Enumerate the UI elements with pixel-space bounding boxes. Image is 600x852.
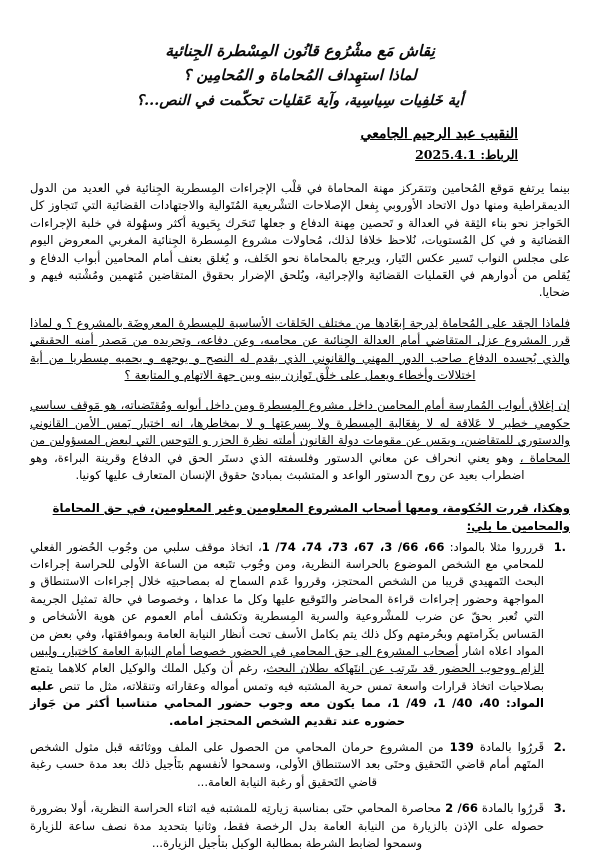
paragraph-position-plain: وهو يعني انحراف عن معاني الدستور وفلسفته الذي دستَر الحق في الدفاع وقرينة البراءة، وهو اضطراب بعيد عن روح الدستور الواعد و المتشبث بمبادئ حقوق الإنسان المتعارف عليها كونيا. xyxy=(30,451,525,482)
paragraph-position xyxy=(30,397,570,484)
title-line-3: أية خَلفِيات سِياسِية، وآية عَقليات تحكّمت في النص...؟ xyxy=(30,88,570,113)
body-text-run: قَررُوا بالمادة xyxy=(478,801,544,815)
article-numbers: 66/ 2 xyxy=(445,801,478,815)
body-text-run: محاصرة المحامي حتَى بمناسبة زيارتِه للمشتبه فيه اثناء الحراسة النظرية، أولا بضرورة حصوله على الإذن بالزيارة من النيابة العامة بدل الرخصة فقط، وثانيا بتحديد مدة نصف ساعة للزيارة وسمحوا لضابط الشرطة بمطالبة الوكيل بتأجيل الزيارة... xyxy=(30,801,544,850)
article-numbers: 66، 66/ 3، 67، 73، 74، 74/ 1 xyxy=(262,540,445,554)
title-line-2: لماذا استهِداف المُحاماة و المُحامِين ؟ xyxy=(30,63,570,88)
body-text-run: ، رغم أن وكيل الملك والوكيل العام كلاهما يتمتع بصلاحيات اتخاذ قرارات واسعة تمس حرية المشتبه فيه وتمس أمواله وعقاراته وتنقلاته، مثل ما تنص xyxy=(30,661,544,692)
document-title-block xyxy=(30,38,570,113)
decisions-list xyxy=(30,539,570,852)
body-text-run: قَررُوا بالمادة xyxy=(474,740,544,754)
body-text-run: من المشروع حرمان المحامي من الحصول على الملف ووثائقه قبل مثول الشخص المتَهم أمام قاضي التَحقيق وحتَى بعد الاستنطاق الأولى، وسمحوا لأنفسهم بتَأجيل ذلك بعد مدة حسب رغبة قاضي التَحقيق أو رغبة النيابة العامة... xyxy=(30,740,544,789)
decision-item-1 xyxy=(30,539,544,730)
emphasis-underlined-text: أصحاب المشروع الى حق المحامي في الحضور خصوصا أمام النيابة العامة كاختيار، وليس الزام ووجوب الحضور قد يتَرتب عن انتَهاكه بطلان البحث xyxy=(30,644,544,675)
place-and-date: الرباط: 2025.4.1 xyxy=(30,145,518,164)
body-text-run: ، اتخاذ موقف سلبي من وجُوب الحُضور الفعلي للمحامي مع الشخص الموضوع بالحراسة النظرية، ومن وجُوب تتَبعه من الساعة الأولى للحراسة إجراءات البحث التَمهيدي قريبا من الشخص المحتجز، وقرروا عَدم السماح له بمصاحبتِه خلال إجراءات الاستنطاق و المواجهة وحضور إجراءات قراءة المحاضر والتَوقيع عليها وكل ما عداها ، وخصوصا في حالة تمثيل الجريمة التي تُعبر بحقّ عن ضرب للمشْروعية والسرية المِسطرية وتكشف أمام العموم عن هوية الأشخاص و المَساس بكَرامتهم وبحُرمتهم وكل ذلك يتم بكامل الأسف تحت أنظار النيابة العامة وبموافقتها، وفي بعض من المواد اعلاه اشار xyxy=(30,540,544,658)
byline-block xyxy=(30,123,570,164)
section-heading: وهكذا، قررت الحُكومة، ومعها أصحاب المشروع المعلومين وغير المعلومين، في حق المحاماة والمحامين ما يلي: xyxy=(30,499,570,535)
body-text-run: قررروا مثلا بالمواد: xyxy=(444,540,544,554)
decision-item-3 xyxy=(30,800,544,852)
paragraph-intro: بينما يرتفع مَوقع المُحامين وتتمَركز مهنة المحاماة في قلْب الإجراءات المِسطرية الجِنائية في العديد من الدول الديمقراطية ومنها دول الاتحاد الأوروبي بِفعل الإصلاحات التشْريعية المُتَوالية والاجتهادات القضائية التي تَتجاوز كل الحَواجز نحو بناء الثِقة في العدالة و تَحصين مِهنة الدفاع و جعلها تَتحَرك بِحَيوية أكثر وسهُولة في خلبة الإجراءات القضائية و في كل المُستويات، نُلاحظ خلافا لذلك، مُحاولات مشروع المِسطرة الجِنائية المغربي المعروض اليوم على مجلس النواب تَسير عكس التَيار، ويرجع بالمحاماة نحو الخَلف، و يُغلق بعنف أمام المحامين أبواب الدفاع و يُقلص من أدوارهم في العَمليات القضائية والإجرائية، ويُلحق الإضرار بحقوق المتقاضين مُتهمين ومُشْتبه فيهم و ضحايا. xyxy=(30,180,570,302)
paragraph-position-underlined: إن إغلاق أبواب المُمارسة أمام المحامين داخل مشروع المِسطرة ومن داخل أبوابه ومُقتَضياته، هو مَوقف سياسي حكومي خطير لا عَلاقة له لا بِفعَالية المِسطرة ولا بِسرعتها و لا بمخاطرها، انه اختيار يَمس الأمن القانوني والدستوري للمتقاضين، ويمَس عن مقومات دولة القانون أملته نظرة الجزر و التوجس التي لِبعض المسؤولين من المحاماة ، xyxy=(30,398,570,464)
decision-item-2 xyxy=(30,739,544,791)
article-numbers: عليه المواد: 40، 40/ 1، 49/ 1، مما يكون معه وجوب حضور المحامي متناسبا أكثر من جَواز حضوره عند تقديم الشخص المحتجز امامه. xyxy=(30,679,544,728)
author-name: النقيب عبد الرحيم الجامعي xyxy=(361,124,518,144)
author-name-wrapper xyxy=(30,123,518,144)
title-line-1: نِقاش مَع مشْرُوع قانُون المِسْطرة الجِنائية xyxy=(30,38,570,63)
paragraph-questions: فلماذا الحِقد على المُحاماة لِدرجة إبعَادها من مختلف الحَلقات الأساسية للمِسطرة المعروضَة بالمشروع ؟ و لماذا قرر المشروع عزل المتقاضي أمام العدالة الجِنائية عن محاميه، وعن دفاعه، وتجريده من مَصدر أمنه الحقيقي والذي يُجسده الدفاع صاحب الدور المهني والقانوني الذي يقدم له النصح و يوجهه و يحميه مِسطريا من أية اختلالات وأخطاء ويعمل على خلْق تَوازن بينه وبين جهة الاتهام و المتابعة ؟ xyxy=(30,315,570,385)
article-numbers: 139 xyxy=(450,740,474,754)
